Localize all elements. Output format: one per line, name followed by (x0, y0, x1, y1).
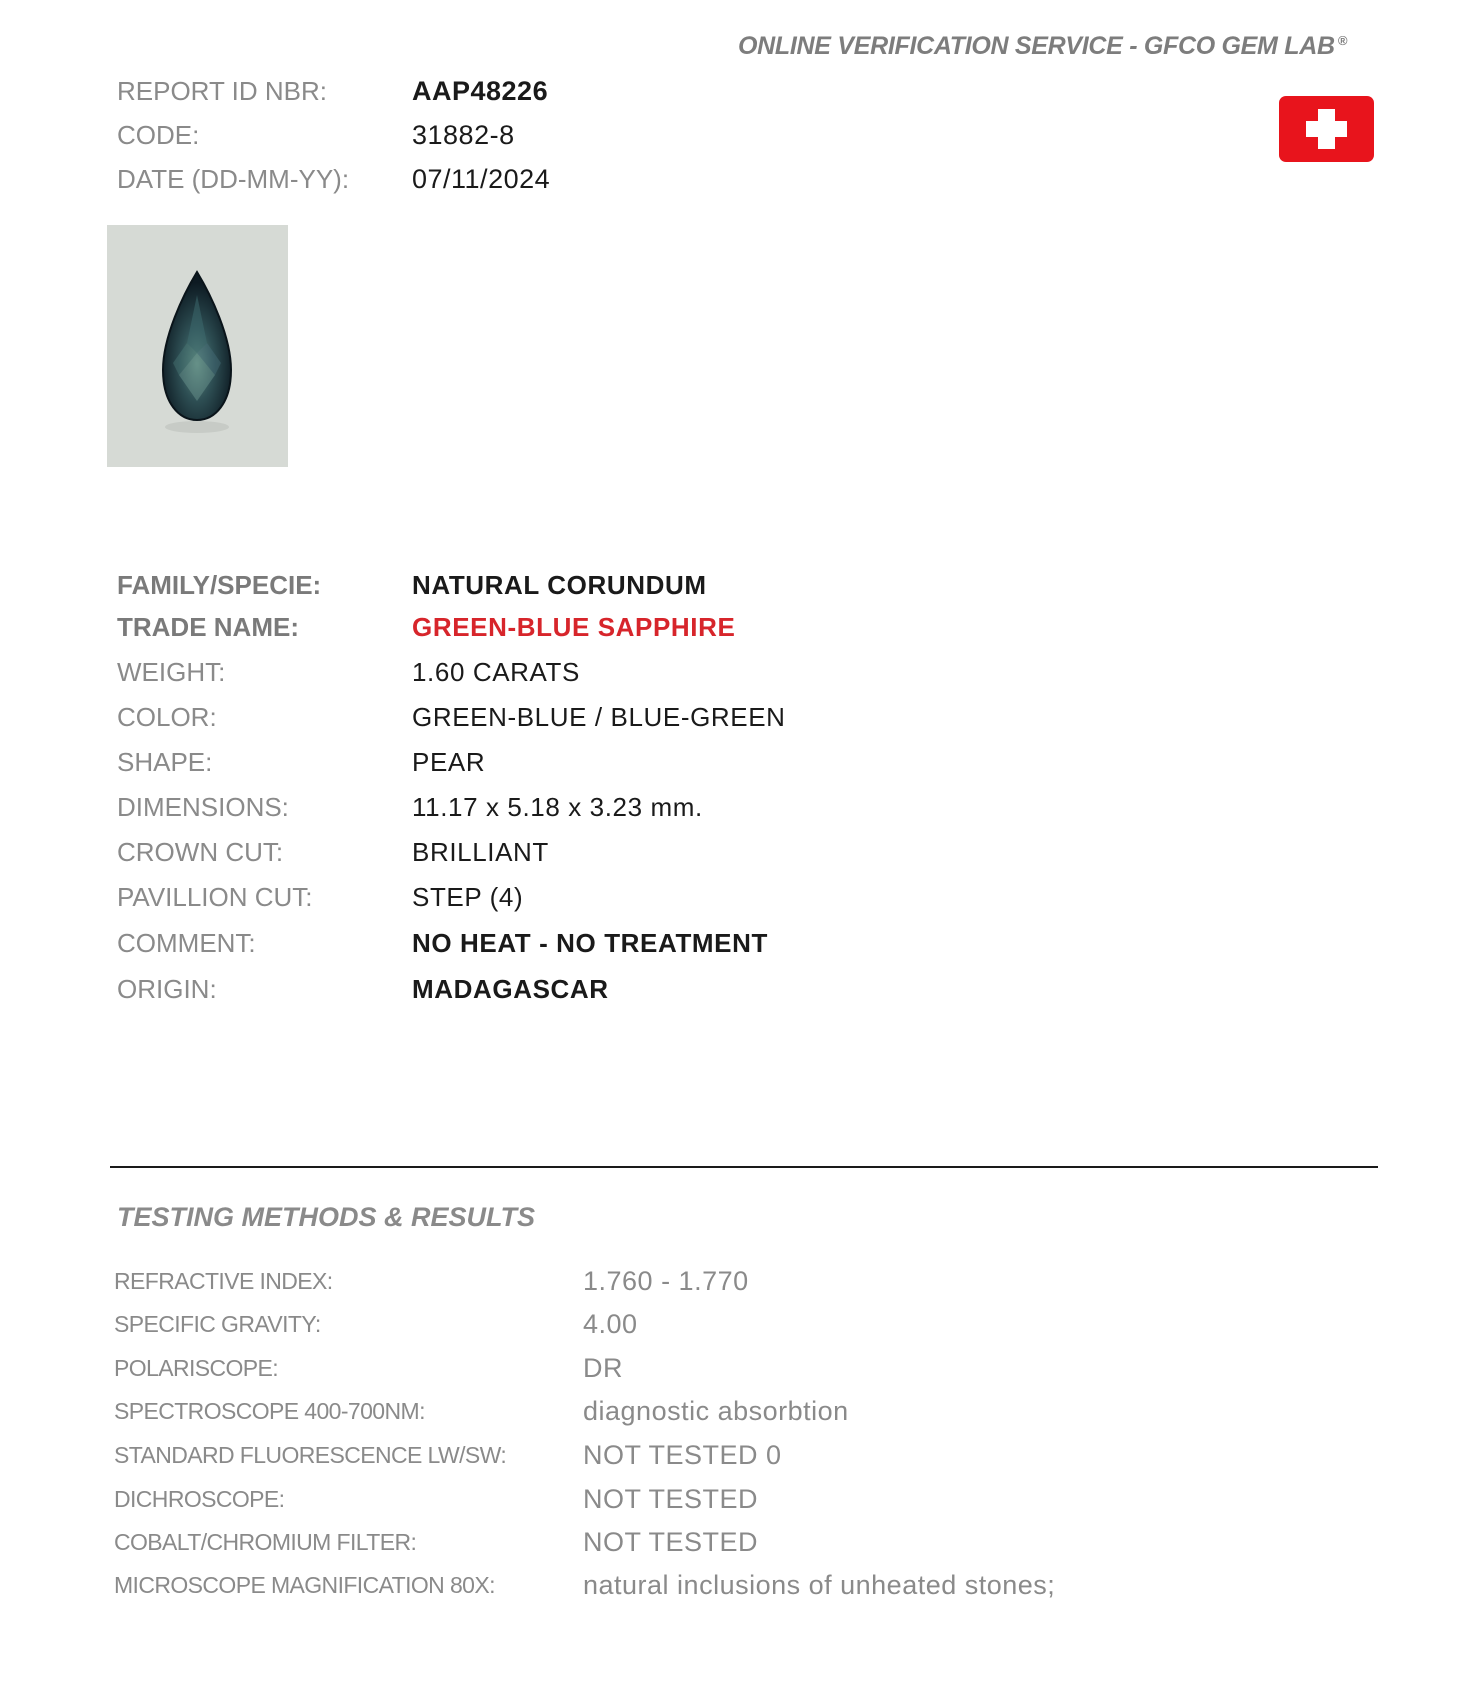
service-title (738, 32, 1347, 61)
report-id-label: REPORT ID NBR: (117, 75, 327, 106)
shape-value: PEAR (412, 746, 486, 777)
trade-name-label: TRADE NAME: (117, 611, 299, 642)
origin-label: ORIGIN: (117, 973, 217, 1004)
test-value: DR (583, 1352, 623, 1383)
test-label: MICROSCOPE MAGNIFICATION 80X: (114, 1571, 495, 1598)
date-label: DATE (DD-MM-YY): (117, 163, 350, 194)
test-value: 1.760 - 1.770 (583, 1265, 749, 1296)
report-id-value: AAP48226 (412, 75, 549, 106)
family-label: FAMILY/SPECIE: (117, 569, 322, 600)
registered-mark: ® (1337, 32, 1347, 48)
test-value: natural inclusions of unheated stones; (583, 1569, 1056, 1600)
dimensions-row (117, 787, 703, 827)
code-value: 31882-8 (412, 119, 515, 150)
pear-gemstone-photo (107, 225, 288, 467)
comment-value: NO HEAT - NO TREATMENT (412, 927, 768, 958)
origin-row (117, 969, 609, 1009)
test-value: NOT TESTED (583, 1526, 759, 1557)
test-label: STANDARD FLUORESCENCE LW/SW: (114, 1441, 507, 1468)
test-row-refractive-index (114, 1262, 749, 1300)
testing-section-title: TESTING METHODS & RESULTS (117, 1202, 536, 1232)
weight-row (117, 652, 580, 692)
shape-label: SHAPE: (117, 746, 213, 777)
test-label: REFRACTIVE INDEX: (114, 1267, 333, 1294)
color-value: GREEN-BLUE / BLUE-GREEN (412, 701, 786, 732)
test-row-cobalt-chromium-filter (114, 1523, 758, 1561)
test-row-microscope (114, 1566, 1055, 1604)
date-row (117, 161, 550, 197)
pavillion-cut-label: PAVILLION CUT: (117, 881, 313, 912)
dimensions-value: 11.17 x 5.18 x 3.23 mm. (412, 791, 703, 822)
family-value: NATURAL CORUNDUM (412, 569, 707, 600)
weight-label: WEIGHT: (117, 656, 226, 687)
crown-cut-label: CROWN CUT: (117, 836, 284, 867)
test-value: 4.00 (583, 1308, 638, 1339)
flag-cross-horizontal (1306, 121, 1347, 137)
report-id-row (117, 73, 548, 109)
test-row-polariscope (114, 1349, 623, 1387)
pavillion-cut-row (117, 877, 523, 917)
weight-value: 1.60 CARATS (412, 656, 580, 687)
test-label: COBALT/CHROMIUM FILTER: (114, 1528, 417, 1555)
date-value: 07/11/2024 (412, 163, 551, 194)
test-row-specific-gravity (114, 1305, 638, 1343)
color-row (117, 697, 786, 737)
service-title-text: ONLINE VERIFICATION SERVICE - GFCO GEM LAB (738, 32, 1335, 60)
test-label: SPECTROSCOPE 400-700NM: (114, 1397, 425, 1424)
swiss-flag-icon (1279, 96, 1374, 162)
crown-cut-value: BRILLIANT (412, 836, 549, 867)
test-label: POLARISCOPE: (114, 1354, 279, 1381)
family-row (117, 565, 707, 605)
origin-value: MADAGASCAR (412, 973, 609, 1004)
test-value: NOT TESTED (583, 1483, 759, 1514)
trade-name-value: GREEN-BLUE SAPPHIRE (412, 611, 736, 642)
crown-cut-row (117, 832, 549, 872)
test-value: diagnostic absorbtion (583, 1395, 849, 1426)
test-label: SPECIFIC GRAVITY: (114, 1310, 321, 1337)
test-label: DICHROSCOPE: (114, 1485, 285, 1512)
comment-label: COMMENT: (117, 927, 256, 958)
code-label: CODE: (117, 119, 200, 150)
shape-row (117, 742, 485, 782)
code-row (117, 117, 515, 153)
test-row-spectroscope (114, 1392, 849, 1430)
pavillion-cut-value: STEP (4) (412, 881, 524, 912)
color-label: COLOR: (117, 701, 217, 732)
comment-row (117, 923, 768, 963)
test-row-fluorescence (114, 1436, 782, 1474)
dimensions-label: DIMENSIONS: (117, 791, 289, 822)
trade-name-row (117, 607, 735, 647)
test-value: NOT TESTED 0 (583, 1439, 782, 1470)
test-row-dichroscope (114, 1480, 758, 1518)
section-divider (110, 1166, 1378, 1168)
